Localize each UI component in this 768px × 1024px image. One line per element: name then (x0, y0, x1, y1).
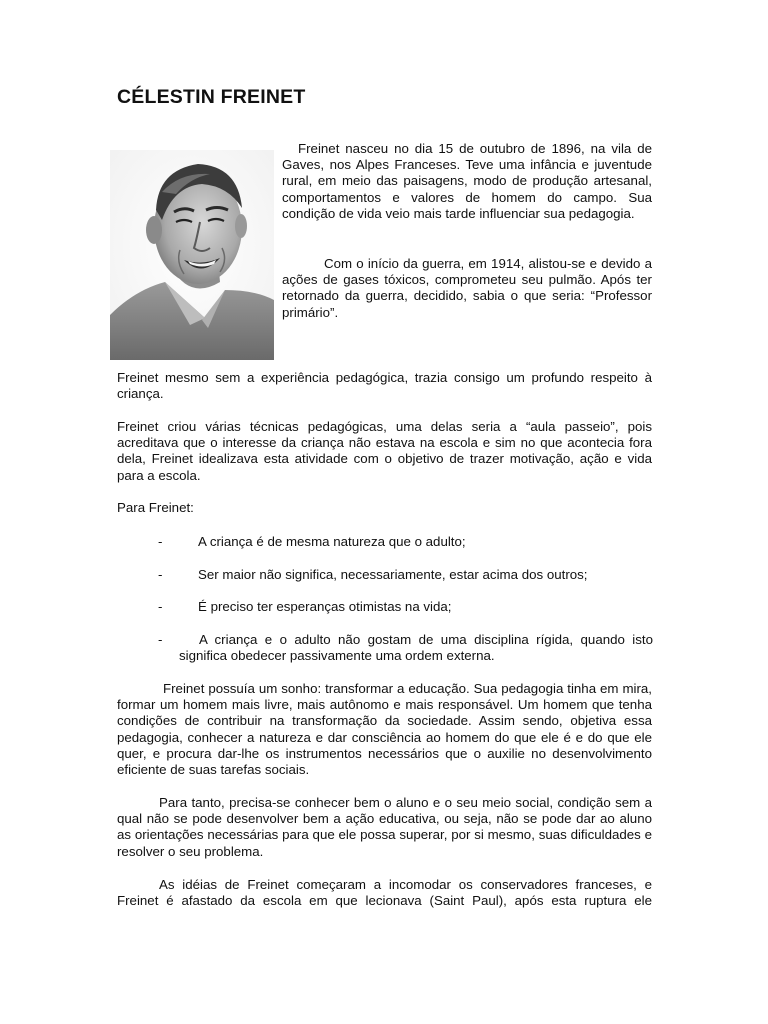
intro-paragraph-birth: Freinet nasceu no dia 15 de outubro de 1896, na vila de Gaves, nos Alpes Franceses. Teve uma infância e juventude rural, em meio das paisagens, modo de produção artesanal, comportamentos e valores de homem do campo. Sua condição de vida veio mais tarde influenciar sua pedagogia. (282, 141, 652, 221)
paragraph-dream: Freinet possuía um sonho: transformar a educação. Sua pedagogia tinha em mira, formar um homem mais livre, mais autônomo e mais responsável. Um homem que tenha condições de contribuir na transformação da sociedade. Assim sendo, objetiva essa pedagogia, conhecer a natureza e dar consciência ao homem do que ele é e do que ele quer, e procura dar-lhe os instrumentos necessários que o auxilie no desenvolvimento eficiente de suas tarefas sociais. (117, 681, 652, 778)
paragraph-for-that: Para tanto, precisa-se conhecer bem o aluno e o seu meio social, condição sem a qual não se pode desenvolver bem a ação educativa, ou seja, não se pode dar ao aluno as orientações necessárias para que ele possa superar, por si mesmo, suas dificuldades e resolver o seu problema. (117, 795, 652, 859)
paragraph-respect: Freinet mesmo sem a experiência pedagógica, trazia consigo um profundo respeito à criança. (117, 370, 652, 402)
bullet-marker: - (158, 632, 163, 647)
bullet-marker: - (158, 534, 163, 549)
portrait-photo (110, 150, 274, 360)
paragraph-techniques: Freinet criou várias técnicas pedagógicas, uma delas seria a “aula passeio”, pois acreditava que o interesse da criança não estava na escola e sim no que acontecia fora dela, Freinet idealizava esta atividade com o objetivo de trazer motivação, ação e vida para a escola. (117, 419, 652, 483)
list-item: A criança e o adulto não gostam de uma disciplina rígida, quando isto significa obedecer passivamente uma ordem externa. (179, 632, 653, 664)
page-title: CÉLESTIN FREINET (117, 86, 306, 108)
list-item: A criança é de mesma natureza que o adulto; (198, 534, 466, 549)
intro-paragraph-war: Com o início da guerra, em 1914, alistou-se e devido a ações de gases tóxicos, comprometeu seu pulmão. Após ter retornado da guerra, decidido, sabia o que seria: “Professor primário”. (282, 256, 652, 320)
list-item: Ser maior não significa, necessariamente, estar acima dos outros; (198, 567, 588, 582)
bullet-marker: - (158, 567, 163, 582)
bullet-marker: - (158, 599, 163, 614)
paragraph-ideas: As idéias de Freinet começaram a incomodar os conservadores franceses, e Freinet é afastado da escola em que lecionava (Saint Paul), após esta ruptura ele (117, 877, 652, 909)
label-para-freinet: Para Freinet: (117, 500, 194, 515)
list-item: É preciso ter esperanças otimistas na vida; (198, 599, 452, 614)
